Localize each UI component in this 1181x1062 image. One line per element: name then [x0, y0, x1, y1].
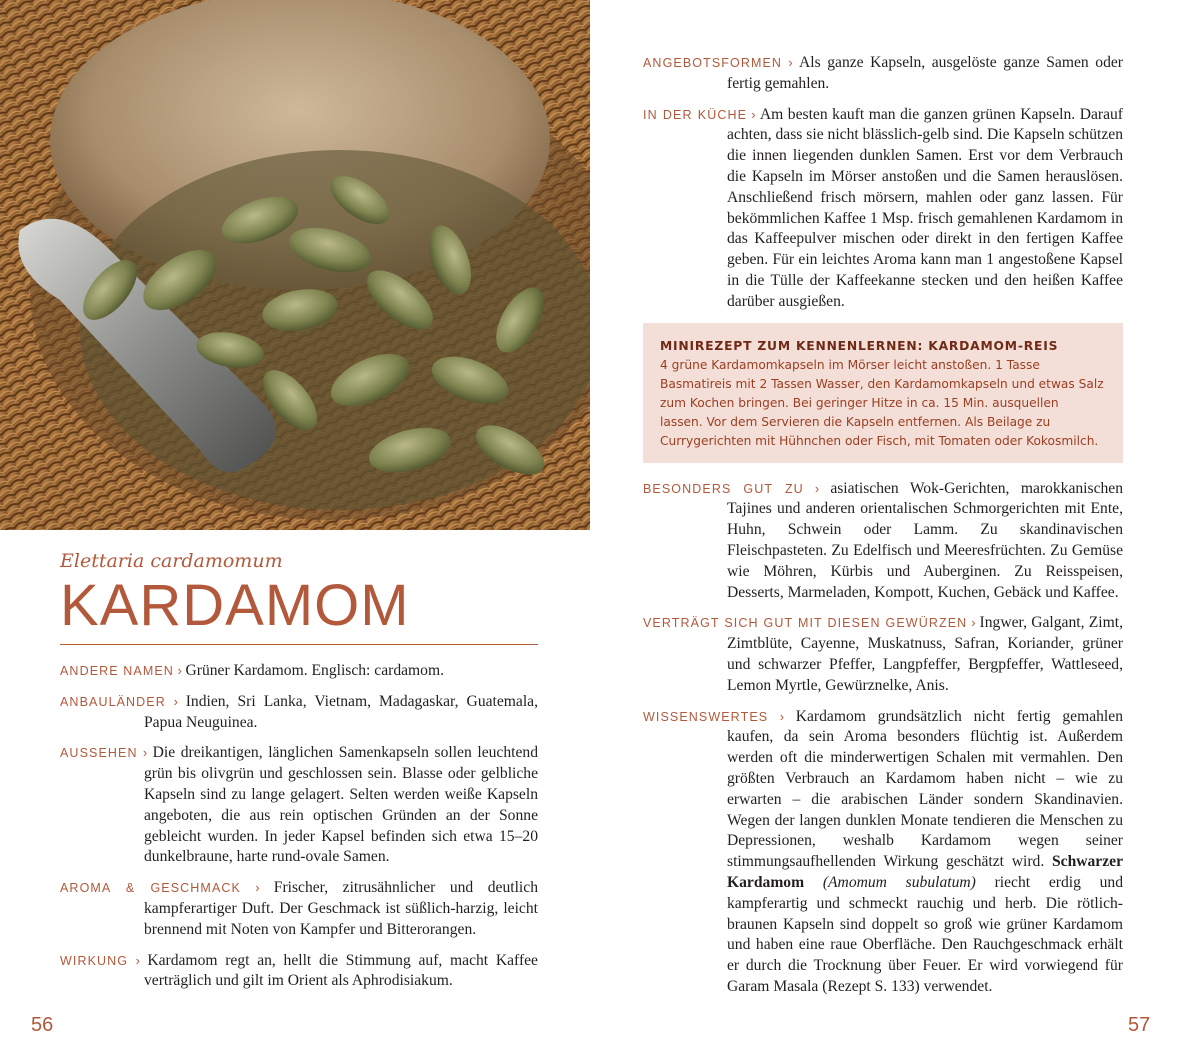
- entry-text: Grüner Kardamom. Englisch: cardamom.: [185, 662, 444, 679]
- chevron-right-icon: ›: [747, 106, 760, 122]
- chevron-right-icon: ›: [803, 480, 831, 496]
- cardamom-photo: [0, 0, 590, 530]
- entry-label: ANGEBOTSFORMEN: [643, 56, 783, 70]
- chevron-right-icon: ›: [240, 880, 274, 896]
- right-entries-bottom: [643, 479, 1123, 998]
- chevron-right-icon: ›: [768, 708, 796, 724]
- left-column: [60, 548, 538, 1002]
- page-number-left: 56: [31, 1014, 54, 1036]
- entry-text: Kardamom grundsätzlich nicht fertig gemahlen kaufen, da sein Aroma besonders flüchtig ist. Außerdem werden oft die minderwertigen Schalen mit vermahlen. Den größten Verbrauch an Kardamom haben nicht – wie zu erwarten – die arabischen Länder sondern Skandinavien. Wegen der langen dunklen Monate tendieren die Menschen zu Depressionen, weshalb Kardamom wegen seiner stimmungsaufhellenden Wirkung geschätzt wird.: [727, 707, 1123, 871]
- entry-aroma-geschmack: [60, 878, 538, 940]
- entry-text-continued: riecht erdig und kampferartig und schmeckt rauchig und herb. Die rötlich-braunen Kapseln sind doppelt so groß wie grüner Kardamom und haben eine raue Oberfläche. Den Rauchgeschmack erhält er durch die Trocknung über Feuer. Er wird vorwiegend für Garam Masala (Rezept S. 133) verwendet.: [727, 873, 1124, 995]
- latin-name: Elettaria cardamomum: [60, 550, 283, 572]
- entry-wirkung: [60, 951, 538, 993]
- page-number-right: 57: [1128, 1014, 1151, 1036]
- chevron-right-icon: ›: [165, 693, 186, 709]
- entry-aussehen: [60, 743, 538, 868]
- entry-text: Frischer, zitrusähnlicher und deutlich kampferartiger Duft. Der Geschmack ist süßlich-harzig, leicht brennend mit Noten von Kampfer und Bitterorangen.: [144, 879, 538, 938]
- entry-bold-term: Schwarzer Kardamom: [727, 853, 1123, 891]
- entry-text: Ingwer, Galgant, Zimt, Zimtblüte, Cayenne, Muskatnuss, Safran, Koriander, grüner und schwarzer Pfeffer, Langpfeffer, Bergpfeffer, Wattleseed, Lemon Myrtle, Gewürznelke, Anis.: [727, 614, 1123, 694]
- cardamom-basket-image: [0, 0, 590, 530]
- entry-label: WIRKUNG: [60, 953, 129, 968]
- chevron-right-icon: ›: [128, 952, 148, 968]
- entry-label: AUSSEHEN: [60, 746, 138, 761]
- entry-text: asiatischen Wok-Gerichten, marokkanischen Tajines und anderen orientalischen Schmorgerichten mit Ente, Huhn, Schwein oder Lamm. Zu skandinavischen Fleischpasteten. Zu Edelfisch und Meeresfrüchten. Zu Gemüse wie Möhren, Kürbis und Auberginen. Zu Reisspeisen, Desserts, Marmeladen, Kompott, Kuchen, Gebäck und Kaffee.: [727, 479, 1124, 601]
- recipe-box: [643, 323, 1123, 463]
- chevron-right-icon: ›: [967, 615, 980, 631]
- spice-title: KARDAMOM: [60, 573, 410, 638]
- entry-text: Indien, Sri Lanka, Vietnam, Madagaskar, Guatemala, Papua Neuguinea.: [144, 692, 538, 731]
- entry-wissenswertes: [643, 707, 1123, 998]
- entry-anbauländer: [60, 692, 538, 734]
- entry-label: ANDERE NAMEN: [60, 664, 174, 678]
- recipe-text: 4 grüne Kardamomkapseln im Mörser leicht anstoßen. 1 Tasse Basmatireis mit 2 Tassen Wasser, den Kardamomkapseln und etwas Salz zum Kochen bringen. Bei geringer Hitze in ca. 15 Min. ausquellen lassen. Vor dem Servieren die Kapseln entfernen. Als Beilage zu Currygerichten mit Hühnchen oder Fisch, mit Tomaten oder Kokosmilch.: [660, 357, 1104, 448]
- title-divider: [60, 644, 538, 645]
- recipe-title: MINIREZEPT ZUM KENNENLERNEN: KARDAMOM-REIS: [660, 338, 1059, 353]
- entry-text: Kardamom regt an, hellt die Stimmung auf, macht Kaffee verträglich und gilt im Orient als Aphrodisiakum.: [144, 951, 538, 990]
- entry-verträgt-sich-gut-mit-diesen-gewürzen: [643, 613, 1123, 696]
- entry-angebotsformen: [643, 53, 1123, 95]
- entry-in-der-küche: [643, 105, 1123, 313]
- chevron-right-icon: ›: [173, 663, 186, 678]
- entry-andere-namen: [60, 661, 538, 682]
- entry-text: Als ganze Kapseln, ausgelöste ganze Samen oder fertig gemahlen.: [727, 54, 1123, 92]
- chevron-right-icon: ›: [782, 55, 799, 70]
- right-entries-top: [643, 53, 1123, 313]
- right-column: [643, 53, 1123, 1008]
- entry-besonders-gut-zu: [643, 479, 1123, 604]
- entry-text: Die dreikantigen, länglichen Samenkapseln sollen leuchtend grün bis olivgrün und geschlossen sein. Blasse oder gelbliche Kapseln sind zu lange gelagert. Selten werden weiße Kapseln angeboten, die aus rein optischen Gründen an der Sonne gebleicht wurden. In jeder Kapsel befinden sich etwa 15–20 dunkelbraune, harte rund-ovale Samen.: [144, 744, 539, 866]
- entry-label: AROMA & GESCHMACK: [60, 881, 241, 896]
- entry-text: Am besten kauft man die ganzen grünen Kapseln. Darauf achten, dass sie nicht blässlich-gelb sind. Die Kapseln schützen die innen liegenden dunklen Samen. Erst vor dem Verbrauch die Kapseln im Mörser anstoßen und die Samen herauslösen. Anschließend frisch mörsern, mahlen oder ganz lassen. Für bekömmlichen Kaffee 1 Msp. frisch gemahlenen Kardamom in das Kaffeepulver mischen oder direkt in den fertigen Kaffee geben. Für ein leichtes Aroma kann man 1 angestoßene Kapsel in die Tülle der Kaffeekanne stecken und den heißen Kaffee darüber ausgießen.: [727, 105, 1123, 310]
- entry-label: IN DER KÜCHE: [643, 107, 748, 122]
- entry-label: VERTRÄGT SICH GUT MIT DIESEN GEWÜRZEN: [643, 616, 968, 631]
- entry-label: ANBAULÄNDER: [60, 694, 166, 709]
- chevron-right-icon: ›: [137, 745, 153, 761]
- entry-label: BESONDERS GUT ZU: [643, 481, 804, 496]
- left-entries: [60, 661, 538, 992]
- entry-label: WISSENSWERTES: [643, 709, 769, 724]
- entry-italic-term: (Amomum subulatum): [822, 873, 976, 891]
